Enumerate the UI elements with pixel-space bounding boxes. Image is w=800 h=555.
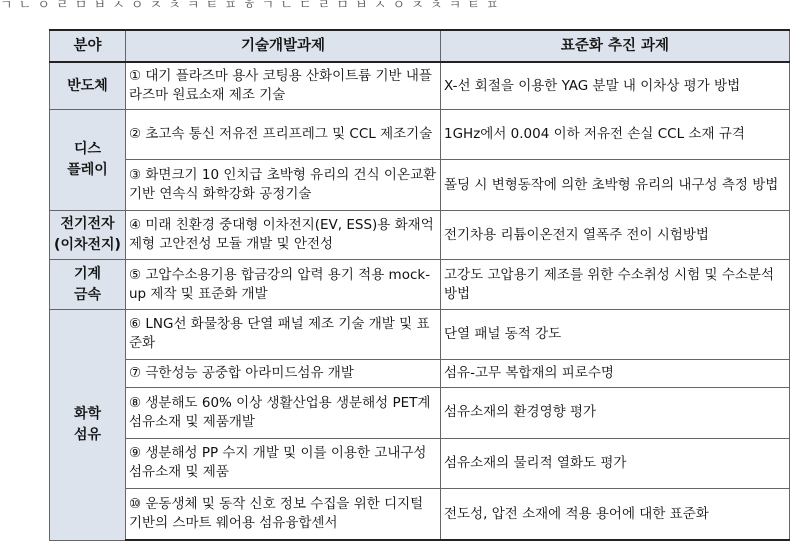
table-row bbox=[50, 260, 790, 310]
tech-cell: ② 초고속 통신 저유전 프리프레그 및 CCL 제조기술 bbox=[126, 110, 441, 160]
standard-cell: 섬유소재의 물리적 열화도 평가 bbox=[441, 438, 790, 489]
tech-cell: ③ 화면크기 10 인치급 초박형 유리의 건식 이온교환 기반 연속식 화학강화 공정기술 bbox=[126, 160, 441, 211]
tech-cell: ④ 미래 친환경 중대형 이차전지(EV, ESS)용 화재억제형 고안전성 모듈 개발 및 안전성 bbox=[126, 211, 441, 260]
field-cell: 전기전자 (이차전지) bbox=[50, 211, 126, 260]
standard-cell: 전기차용 리튬이온전지 열폭주 전이 시험방법 bbox=[441, 211, 790, 260]
field-line-1: 디스 bbox=[73, 141, 102, 158]
field-cell: 화학 섬유 bbox=[50, 309, 126, 540]
table-row bbox=[50, 438, 790, 489]
table-row bbox=[50, 387, 790, 438]
table-row bbox=[50, 489, 790, 540]
header-standard-tasks: 표준화 추진 과제 bbox=[441, 30, 790, 62]
tech-cell: ⑥ LNG선 화물창용 단열 패널 제조 기술 개발 및 표준화 bbox=[126, 309, 441, 359]
standard-cell: 섬유-고무 복합재의 피로수명 bbox=[441, 359, 790, 387]
tech-cell: ⑨ 생분해성 PP 수지 개발 및 이를 이용한 고내구성 섬유소재 및 제품 bbox=[126, 438, 441, 489]
tech-cell: ⑤ 고압수소용기용 합금강의 압력 용기 적용 mock-up 제작 및 표준화 개발 bbox=[126, 260, 441, 310]
standard-cell: 섬유소재의 환경영향 평가 bbox=[441, 387, 790, 438]
field-cell bbox=[50, 110, 126, 211]
field-cell: 기계 금속 bbox=[50, 260, 126, 310]
table-row bbox=[50, 160, 790, 211]
tech-cell: ⑧ 생분해도 60% 이상 생활산업용 생분해성 PET계 섬유소재 및 제품개발 bbox=[126, 387, 441, 438]
field-line-2: 플레이 bbox=[67, 162, 108, 179]
cropped-header-text: ㄱ ㄴ ㅇ ㄹ ㅁ ㅂ ㅅ ㅇ ㅈ ㅊ ㅋ ㅌ ㅍ ㅎ ㄱ ㄴ ㄷ ㄹ ㅁ ㅂ ㅅ ㅇ ㅈ ㅊ ㅋ ㅌ ㅍ bbox=[0, 0, 500, 12]
standardization-table bbox=[49, 29, 790, 541]
standard-cell: 폴딩 시 변형동작에 의한 초박형 유리의 내구성 측정 방법 bbox=[441, 160, 790, 211]
standard-cell: X-선 회절을 이용한 YAG 분말 내 이차상 평가 방법 bbox=[441, 62, 790, 110]
standard-cell: 고강도 고압용기 제조를 위한 수소취성 시험 및 수소분석 방법 bbox=[441, 260, 790, 310]
table-header-row bbox=[50, 30, 790, 62]
header-field: 분야 bbox=[50, 30, 126, 62]
table-row bbox=[50, 110, 790, 160]
header-tech-tasks: 기술개발과제 bbox=[126, 30, 441, 62]
tech-cell: ⑦ 극한성능 공중합 아라미드섬유 개발 bbox=[126, 359, 441, 387]
standard-cell: 전도성, 압전 소재에 적용 용어에 대한 표준화 bbox=[441, 489, 790, 540]
tech-cell: ① 대기 플라즈마 용사 코팅용 산화이트륨 기반 내플라즈마 원료소재 제조 기술 bbox=[126, 62, 441, 110]
tech-cell: ⑩ 운동생체 및 동작 신호 정보 수집을 위한 디지털 기반의 스마트 웨어용 섬유융합센서 bbox=[126, 489, 441, 540]
standard-cell: 단열 패널 동적 강도 bbox=[441, 309, 790, 359]
table-row bbox=[50, 359, 790, 387]
table-row bbox=[50, 211, 790, 260]
table-row bbox=[50, 62, 790, 110]
standard-cell: 1GHz에서 0.004 이하 저유전 손실 CCL 소재 규격 bbox=[441, 110, 790, 160]
field-cell: 반도체 bbox=[50, 62, 126, 110]
table-row bbox=[50, 309, 790, 359]
